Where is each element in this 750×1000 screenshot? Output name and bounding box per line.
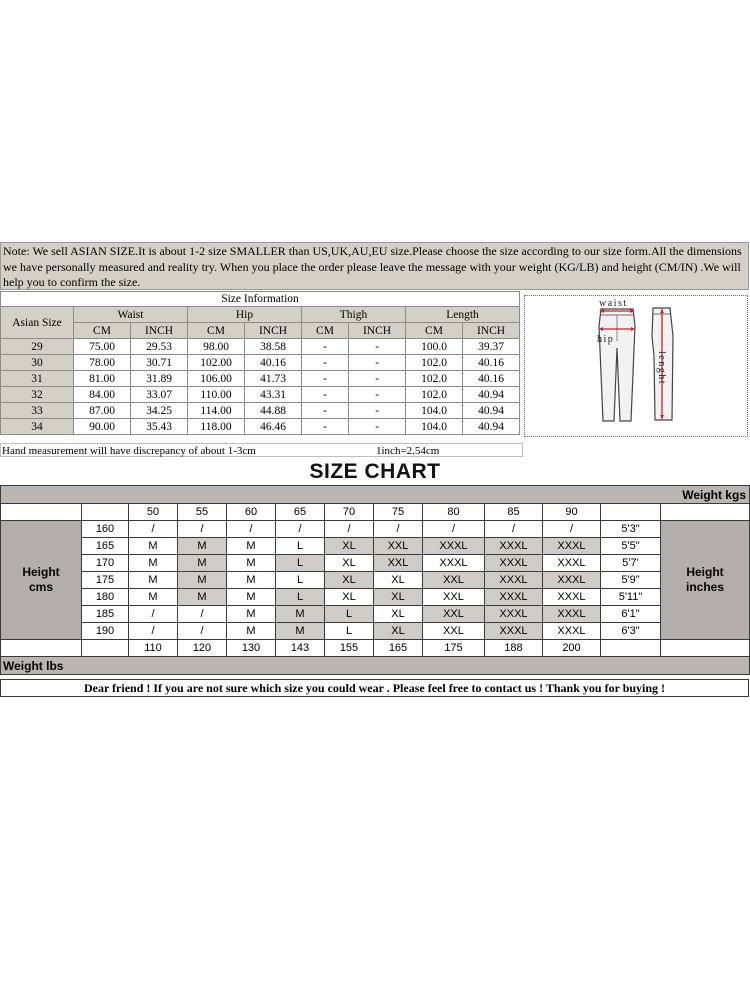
size-cell: XL (374, 606, 423, 623)
hip-label: hip (597, 334, 615, 345)
weight-lbs-band (1, 657, 750, 675)
weight-lbs-cell: 120 (178, 640, 227, 657)
height-cm-cell: 175 (82, 572, 129, 589)
measurement-cell: 102.00 (188, 355, 245, 371)
size-footnote (0, 443, 523, 457)
blank-cell (1, 640, 82, 657)
measurement-cell: - (302, 371, 349, 387)
size-info-row (1, 339, 520, 355)
weight-lbs-cell: 155 (325, 640, 374, 657)
measurement-cell: 90.00 (74, 419, 131, 435)
measurement-cell: 102.0 (406, 371, 463, 387)
size-cell: / (485, 521, 543, 538)
unit-cm: CM (302, 323, 349, 339)
measurement-cell: 40.16 (463, 371, 520, 387)
asian-size-cell: 29 (1, 339, 74, 355)
size-cell: / (129, 623, 178, 640)
size-cell: / (178, 606, 227, 623)
size-cell: M (227, 623, 276, 640)
weight-kg-cell: 65 (276, 504, 325, 521)
height-cm-cell: 170 (82, 555, 129, 572)
unit-cm: CM (188, 323, 245, 339)
asian-size-cell: 30 (1, 355, 74, 371)
size-chart-row (1, 606, 750, 623)
size-cell: / (129, 521, 178, 538)
inch-conversion-note: 1inch=2.54cm (376, 445, 440, 457)
size-cell: M (227, 606, 276, 623)
weight-lbs-row (1, 640, 750, 657)
contact-message: Dear friend ! If you are not sure which size you could wear . Please feel free to contact us ! Thank you for buying ! (0, 679, 749, 697)
blank-cell (661, 640, 750, 657)
size-chart-row (1, 623, 750, 640)
height-inch-cell: 5'7' (601, 555, 661, 572)
size-cell: M (178, 589, 227, 606)
weight-kg-cell: 55 (178, 504, 227, 521)
height-inch-cell: 5'11" (601, 589, 661, 606)
measurement-cell: 33.07 (131, 387, 188, 403)
measurement-cell: 43.31 (245, 387, 302, 403)
size-cell: XL (325, 589, 374, 606)
measurement-cell: - (302, 339, 349, 355)
size-cell: XL (374, 623, 423, 640)
size-cell: M (129, 538, 178, 555)
size-info-row (1, 371, 520, 387)
size-cell: XXL (374, 538, 423, 555)
size-cell: L (276, 589, 325, 606)
measurement-cell: - (349, 403, 406, 419)
size-chart-row (1, 572, 750, 589)
height-cm-cell: 180 (82, 589, 129, 606)
measurement-cell: 35.43 (131, 419, 188, 435)
measurement-cell: 30.71 (131, 355, 188, 371)
size-cell: L (325, 606, 374, 623)
size-chart-title: SIZE CHART (309, 460, 441, 483)
weight-lbs-cell: 143 (276, 640, 325, 657)
asian-size-cell: 33 (1, 403, 74, 419)
weight-kg-row (1, 504, 750, 521)
size-cell: / (178, 623, 227, 640)
measurement-cell: 102.0 (406, 355, 463, 371)
size-cell: L (276, 538, 325, 555)
measurement-cell: 40.16 (463, 355, 520, 371)
measurement-cell: 31.89 (131, 371, 188, 387)
measurement-cell: 104.0 (406, 419, 463, 435)
size-cell: XXXL (485, 555, 543, 572)
measurement-cell: - (349, 339, 406, 355)
size-information-table (0, 291, 520, 435)
size-info-row (1, 419, 520, 435)
size-cell: M (227, 555, 276, 572)
length-label: lenght (656, 351, 667, 385)
pants-illustration (525, 296, 747, 436)
size-cell: XXXL (543, 623, 601, 640)
weight-kgs-label: Weight kgs (1, 486, 750, 504)
measurement-cell: - (349, 419, 406, 435)
thigh-header: Thigh (302, 307, 406, 323)
height-cm-cell: 165 (82, 538, 129, 555)
height-inch-cell: 5'9" (601, 572, 661, 589)
blank-cell (82, 504, 129, 521)
size-cell: XXXL (485, 623, 543, 640)
unit-cm: CM (74, 323, 131, 339)
unit-inch: INCH (463, 323, 520, 339)
size-cell: XXXL (423, 555, 485, 572)
blank-cell (1, 504, 82, 521)
size-cell: XL (374, 572, 423, 589)
size-cell: M (178, 555, 227, 572)
size-cell: XXXL (543, 538, 601, 555)
size-cell: L (325, 623, 374, 640)
measurement-cell: 75.00 (74, 339, 131, 355)
hip-header: Hip (188, 307, 302, 323)
weight-kg-cell: 85 (485, 504, 543, 521)
size-cell: M (227, 572, 276, 589)
size-cell: XXXL (485, 606, 543, 623)
asian-size-cell: 32 (1, 387, 74, 403)
size-information-title: Size Information (1, 292, 520, 307)
size-cell: XXXL (543, 589, 601, 606)
size-cell: XXL (374, 555, 423, 572)
height-inch-cell: 5'3" (601, 521, 661, 538)
size-cell: M (227, 589, 276, 606)
size-info-row (1, 387, 520, 403)
asian-size-cell: 31 (1, 371, 74, 387)
measurement-cell: 39.37 (463, 339, 520, 355)
blank-cell (661, 504, 750, 521)
measurement-cell: 104.0 (406, 403, 463, 419)
size-cell: XXXL (543, 572, 601, 589)
measurement-cell: 114.00 (188, 403, 245, 419)
size-cell: XXL (423, 589, 485, 606)
blank-cell (601, 504, 661, 521)
size-info-row (1, 355, 520, 371)
measurement-cell: - (349, 355, 406, 371)
size-cell: XXXL (485, 572, 543, 589)
size-cell: / (543, 521, 601, 538)
height-inches-label: Height inches (661, 521, 750, 640)
weight-lbs-cell: 175 (423, 640, 485, 657)
measurement-cell: - (302, 403, 349, 419)
size-cell: M (129, 572, 178, 589)
size-cell: M (178, 572, 227, 589)
size-cell: XXXL (543, 555, 601, 572)
pants-measurement-diagram (524, 295, 748, 437)
weight-kg-cell: 70 (325, 504, 374, 521)
measurement-cell: 41.73 (245, 371, 302, 387)
weight-lbs-cell: 130 (227, 640, 276, 657)
size-cell: M (129, 589, 178, 606)
size-cell: L (276, 572, 325, 589)
measurement-cell: 98.00 (188, 339, 245, 355)
weight-kg-cell: 75 (374, 504, 423, 521)
size-cell: / (129, 606, 178, 623)
measurement-cell: 106.00 (188, 371, 245, 387)
size-chart-row (1, 521, 750, 538)
size-chart-row (1, 589, 750, 606)
size-cell: / (423, 521, 485, 538)
measurement-cell: 29.53 (131, 339, 188, 355)
height-inch-cell: 5'5" (601, 538, 661, 555)
size-cell: XXL (423, 606, 485, 623)
size-cell: / (276, 521, 325, 538)
length-header: Length (406, 307, 520, 323)
measurement-cell: 81.00 (74, 371, 131, 387)
size-cell: XXXL (543, 606, 601, 623)
unit-cm: CM (406, 323, 463, 339)
size-cell: M (276, 606, 325, 623)
size-cell: XXXL (423, 538, 485, 555)
weight-kg-cell: 50 (129, 504, 178, 521)
unit-inch: INCH (245, 323, 302, 339)
blank-cell (601, 640, 661, 657)
height-cm-cell: 185 (82, 606, 129, 623)
size-cell: / (374, 521, 423, 538)
weight-lbs-cell: 165 (374, 640, 423, 657)
size-cell: M (227, 538, 276, 555)
height-cm-cell: 160 (82, 521, 129, 538)
weight-lbs-cell: 110 (129, 640, 178, 657)
size-chart-table (0, 485, 750, 675)
size-cell: XXXL (485, 589, 543, 606)
measurement-cell: 34.25 (131, 403, 188, 419)
size-cell: XXL (423, 572, 485, 589)
weight-lbs-cell: 200 (543, 640, 601, 657)
size-cell: XL (325, 538, 374, 555)
size-cell: / (178, 521, 227, 538)
weight-kg-cell: 90 (543, 504, 601, 521)
weight-kg-cell: 80 (423, 504, 485, 521)
measurement-cell: 38.58 (245, 339, 302, 355)
height-inch-cell: 6'1" (601, 606, 661, 623)
size-cell: XXXL (485, 538, 543, 555)
measurement-cell: - (302, 355, 349, 371)
size-cell: XXL (423, 623, 485, 640)
size-cell: / (227, 521, 276, 538)
measurement-cell: 46.46 (245, 419, 302, 435)
size-note: Note: We sell ASIAN SIZE.It is about 1-2 size SMALLER than US,UK,AU,EU size.Please choose the size according to our size form.All the dimensions we have personally measured and reality try. When you place the order please leave the message with your weight (KG/LB) and height (CM/IN) .We will help you to confirm the size. (0, 242, 749, 290)
asian-size-header: Asian Size (1, 307, 74, 339)
size-cell: XL (325, 572, 374, 589)
measurement-cell: - (349, 371, 406, 387)
height-cms-label: Height cms (1, 521, 82, 640)
measurement-cell: 44.88 (245, 403, 302, 419)
measurement-cell: 110.00 (188, 387, 245, 403)
measurement-note: Hand measurement will have discrepancy of about 1-3cm (2, 445, 256, 457)
measurement-cell: - (302, 387, 349, 403)
measurement-cell: 78.00 (74, 355, 131, 371)
measurement-cell: 118.00 (188, 419, 245, 435)
waist-header: Waist (74, 307, 188, 323)
measurement-cell: 100.0 (406, 339, 463, 355)
measurement-cell: 40.94 (463, 419, 520, 435)
size-cell: XL (374, 589, 423, 606)
measurement-cell: - (349, 387, 406, 403)
weight-lbs-label: Weight lbs (1, 657, 750, 675)
size-cell: L (276, 555, 325, 572)
weight-kg-cell: 60 (227, 504, 276, 521)
height-cm-cell: 190 (82, 623, 129, 640)
measurement-cell: - (302, 419, 349, 435)
unit-inch: INCH (131, 323, 188, 339)
size-cell: M (129, 555, 178, 572)
measurement-cell: 84.00 (74, 387, 131, 403)
unit-inch: INCH (349, 323, 406, 339)
size-cell: XL (325, 555, 374, 572)
height-inch-cell: 6'3" (601, 623, 661, 640)
size-cell: / (325, 521, 374, 538)
size-cell: M (178, 538, 227, 555)
size-chart-row (1, 538, 750, 555)
measurement-cell: 102.0 (406, 387, 463, 403)
size-chart-row (1, 555, 750, 572)
size-info-row (1, 403, 520, 419)
weight-lbs-cell: 188 (485, 640, 543, 657)
measurement-cell: 40.94 (463, 387, 520, 403)
measurement-cell: 40.16 (245, 355, 302, 371)
measurement-cell: 87.00 (74, 403, 131, 419)
size-cell: M (276, 623, 325, 640)
waist-label: waist (599, 298, 628, 309)
blank-cell (82, 640, 129, 657)
measurement-cell: 40.94 (463, 403, 520, 419)
asian-size-cell: 34 (1, 419, 74, 435)
